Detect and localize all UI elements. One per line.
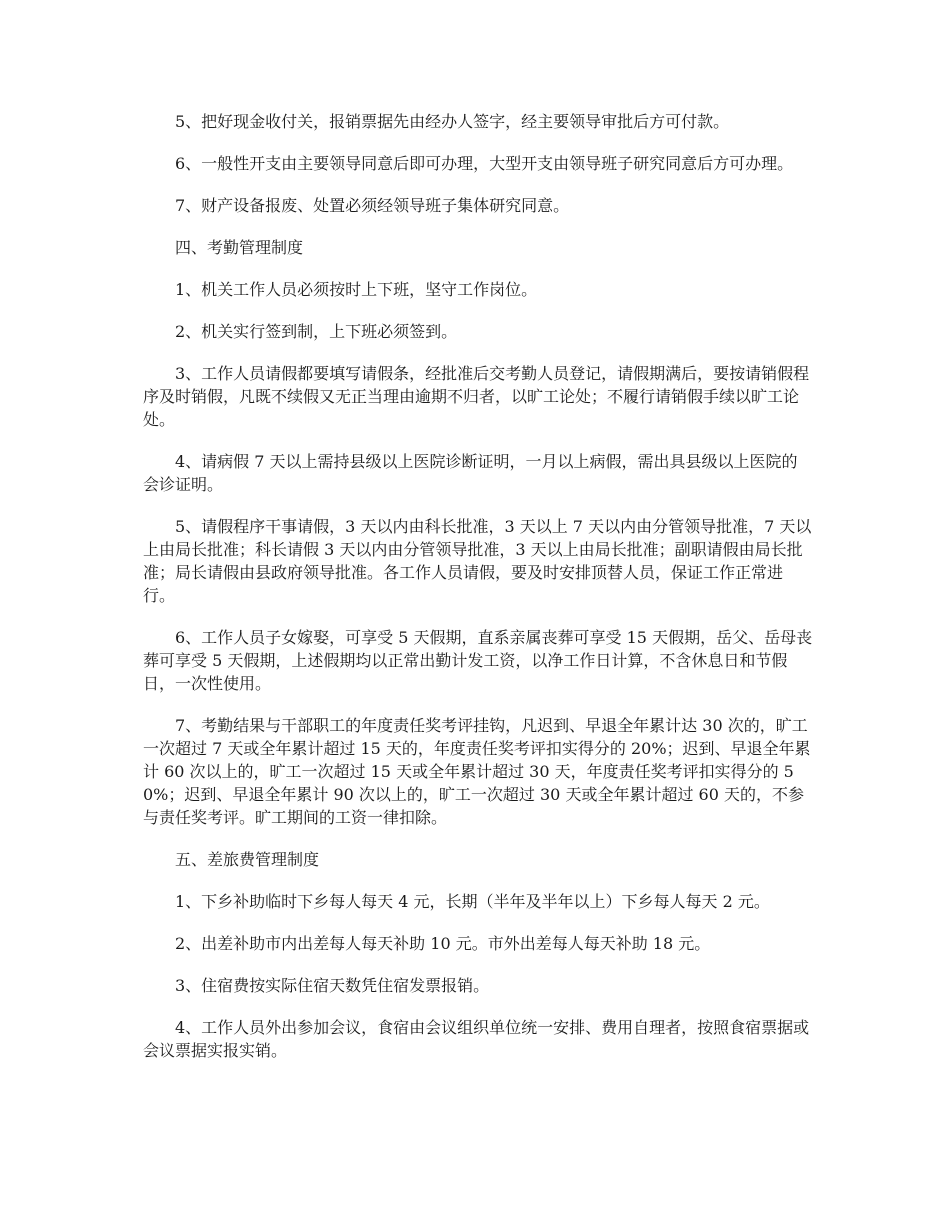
attendance-rule-3: 3、工作人员请假都要填写请假条，经批准后交考勤人员登记，请假期满后，要按请销假程序及时销假，凡既不续假又无正当理由逾期不归者，以旷工论处；不履行请销假手续以旷工论处。 [143,364,810,429]
finance-rule-6: 6、一般性开支由主要领导同意后即可办理，大型开支由领导班子研究同意后方可办理。 [175,154,794,173]
attendance-rule-6: 6、工作人员子女嫁娶，可享受 5 天假期，直系亲属丧葬可享受 15 天假期，岳父、岳母丧葬可享受 5 天假期，上述假期均以正常出勤计发工资，以净工作日计算，不含休息日和节假日，一次性使用。 [143,628,813,693]
attendance-rule-2: 2、机关实行签到制，上下班必须签到。 [175,322,458,341]
attendance-rule-4: 4、请病假 7 天以上需持县级以上医院诊断证明，一月以上病假，需出具县级以上医院的会诊证明。 [143,452,798,494]
attendance-rule-7: 7、考勤结果与干部职工的年度责任奖考评挂钩，凡迟到、早退全年累计达 30 次的，旷工一次超过 7 天或全年累计超过 15 天的，年度责任奖考评扣实得分的 20%；迟到、早退全年累计 60 次以上的，旷工一次超过 15 天或全年累计超过 30 天，年度责任奖考评扣实得分的 50%；迟到、早退全年累计 90 次以上的，旷工一次超过 30 天或全年累计超过 60 天的，不参与责任奖考评。旷工期间的工资一律扣除。 [143,716,811,827]
attendance-rule-5: 5、请假程序干事请假，3 天以内由科长批准，3 天以上 7 天以内由分管领导批准，7 天以上由局长批准；科长请假 3 天以内由分管领导批准，3 天以上由局长批准；副职请假由局长批准；局长请假由县政府领导批准。各工作人员请假，要及时安排顶替人员，保证工作正常进行。 [143,517,812,605]
travel-rule-3: 3、住宿费按实际住宿天数凭住宿发票报销。 [175,976,490,995]
travel-rule-4: 4、工作人员外出参加会议，食宿由会议组织单位统一安排、费用自理者，按照食宿票据或会议票据实报实销。 [143,1018,810,1060]
section-heading-attendance: 四、考勤管理制度 [175,238,304,257]
finance-rule-5: 5、把好现金收付关，报销票据先由经办人签字，经主要领导审批后方可付款。 [175,112,730,131]
document-page [143,110,813,1081]
travel-rule-2: 2、出差补助市内出差每人每天补助 10 元。市外出差每人每天补助 18 元。 [175,934,711,953]
section-heading-travel: 五、差旅费管理制度 [175,850,320,869]
finance-rule-7: 7、财产设备报废、处置必须经领导班子集体研究同意。 [175,196,570,215]
attendance-rule-1: 1、机关工作人员必须按时上下班，坚守工作岗位。 [175,280,538,299]
travel-rule-1: 1、下乡补助临时下乡每人每天 4 元，长期（半年及半年以上）下乡每人每天 2 元。 [175,892,770,911]
